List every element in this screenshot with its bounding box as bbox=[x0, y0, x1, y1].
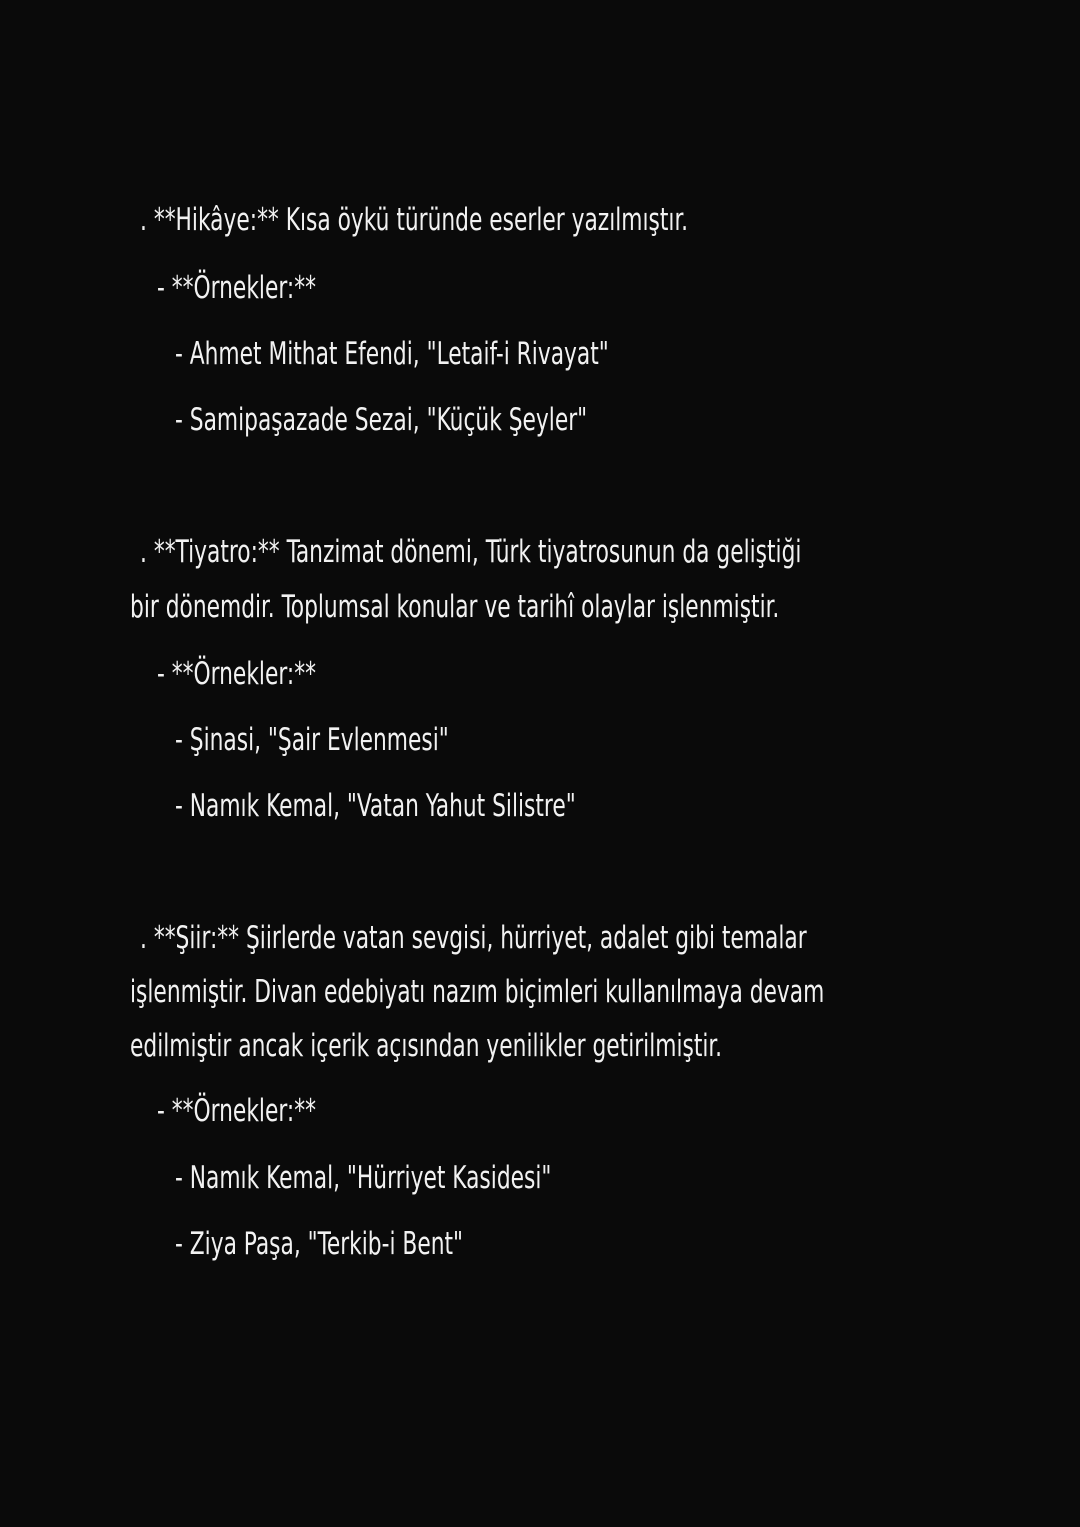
siir-paragraph-line-2: işlenmiştir. Divan edebiyatı nazım biçimleri kullanılmaya devam bbox=[130, 974, 825, 1010]
hikaye-examples-label: - **Örnekler:** bbox=[157, 270, 316, 306]
siir-paragraph-line-3: edilmiştir ancak içerik açısından yenilikler getirilmiştir. bbox=[130, 1028, 723, 1064]
siir-example-2: - Ziya Paşa, "Terkib-i Bent" bbox=[175, 1226, 464, 1262]
siir-paragraph-line-1: . **Şiir:** Şiirlerde vatan sevgisi, hürriyet, adalet gibi temalar bbox=[140, 920, 807, 956]
hikaye-example-1: - Ahmet Mithat Efendi, "Letaif-i Rivayat" bbox=[175, 336, 609, 372]
tiyatro-example-1: - Şinasi, "Şair Evlenmesi" bbox=[175, 722, 449, 758]
siir-example-1: - Namık Kemal, "Hürriyet Kasidesi" bbox=[175, 1160, 552, 1196]
tiyatro-example-2: - Namık Kemal, "Vatan Yahut Silistre" bbox=[175, 788, 576, 824]
hikaye-example-2: - Samipaşazade Sezai, "Küçük Şeyler" bbox=[175, 402, 588, 438]
tiyatro-paragraph-line-2: bir dönemdir. Toplumsal konular ve tarihî olaylar işlenmiştir. bbox=[130, 589, 780, 625]
tiyatro-paragraph-line-1: . **Tiyatro:** Tanzimat dönemi, Türk tiyatrosunun da geliştiği bbox=[140, 534, 802, 570]
tiyatro-examples-label: - **Örnekler:** bbox=[157, 656, 316, 692]
siir-examples-label: - **Örnekler:** bbox=[157, 1093, 316, 1129]
hikaye-paragraph-line-1: . **Hikâye:** Kısa öykü türünde eserler yazılmıştır. bbox=[140, 202, 689, 238]
